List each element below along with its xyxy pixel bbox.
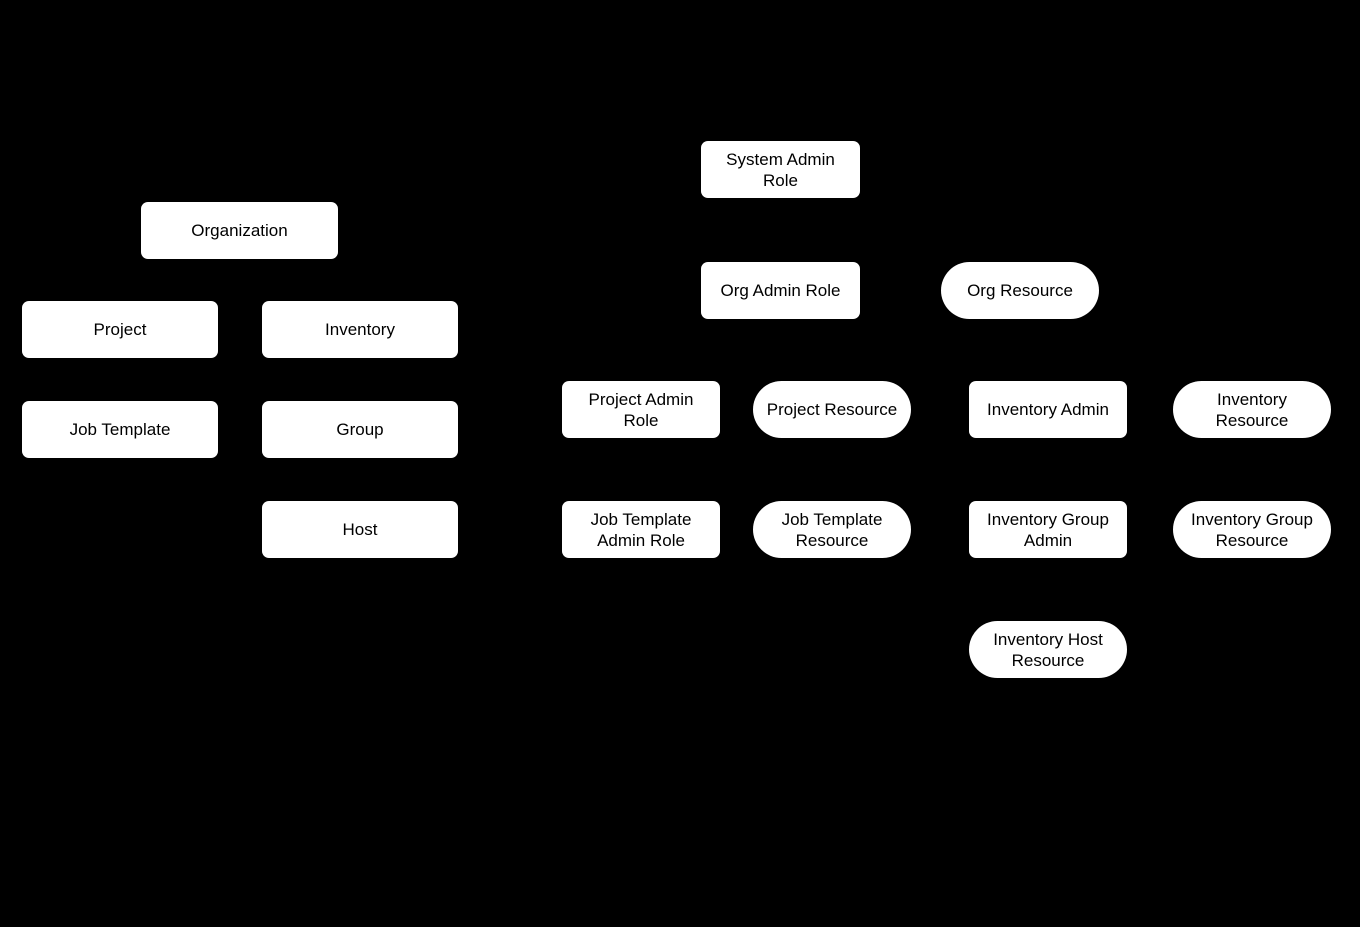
- node-inventory-resource-label: Inventory Resource: [1215, 389, 1289, 430]
- node-organization-label: Organization: [191, 221, 288, 240]
- node-project-resource-label: Project Resource: [766, 400, 898, 419]
- node-inventory-resource: [1173, 381, 1331, 438]
- node-group: [262, 401, 458, 458]
- node-system-admin-role: [701, 141, 860, 198]
- node-inventory-admin: [969, 381, 1127, 438]
- node-project-resource: [753, 381, 911, 438]
- node-inventory-group-resource-label: Inventory Group Resource: [1191, 509, 1313, 550]
- node-inventory: [262, 301, 458, 358]
- node-host: [262, 501, 458, 558]
- node-group-label: Group: [336, 420, 384, 439]
- node-project-admin-role-label: Project Admin Role: [588, 389, 694, 430]
- node-inventory-group-admin-label: Inventory Group Admin: [987, 509, 1109, 550]
- node-inventory-label: Inventory: [325, 320, 395, 339]
- node-inventory-admin-label: Inventory Admin: [987, 400, 1109, 419]
- node-job-template-admin-role-label: Job Template Admin Role: [590, 509, 692, 550]
- node-inventory-group-admin: [969, 501, 1127, 558]
- node-org-admin-role: [701, 262, 860, 319]
- node-host-label: Host: [342, 520, 378, 539]
- node-project-label: Project: [93, 320, 147, 339]
- node-org-resource-label: Org Resource: [967, 281, 1073, 300]
- node-job-template-resource-label: Job Template Resource: [781, 509, 883, 550]
- node-project: [22, 301, 218, 358]
- node-organization: [141, 202, 338, 259]
- node-inventory-host-resource: [969, 621, 1127, 678]
- node-inventory-host-resource-label: Inventory Host Resource: [993, 629, 1103, 670]
- node-job-template-label: Job Template: [69, 420, 171, 439]
- node-job-template-admin-role: [562, 501, 720, 558]
- node-job-template-resource: [753, 501, 911, 558]
- node-system-admin-role-label: System Admin Role: [726, 149, 835, 190]
- node-inventory-group-resource: [1173, 501, 1331, 558]
- node-org-resource: [941, 262, 1099, 319]
- node-job-template: [22, 401, 218, 458]
- node-project-admin-role: [562, 381, 720, 438]
- node-org-admin-role-label: Org Admin Role: [720, 281, 841, 300]
